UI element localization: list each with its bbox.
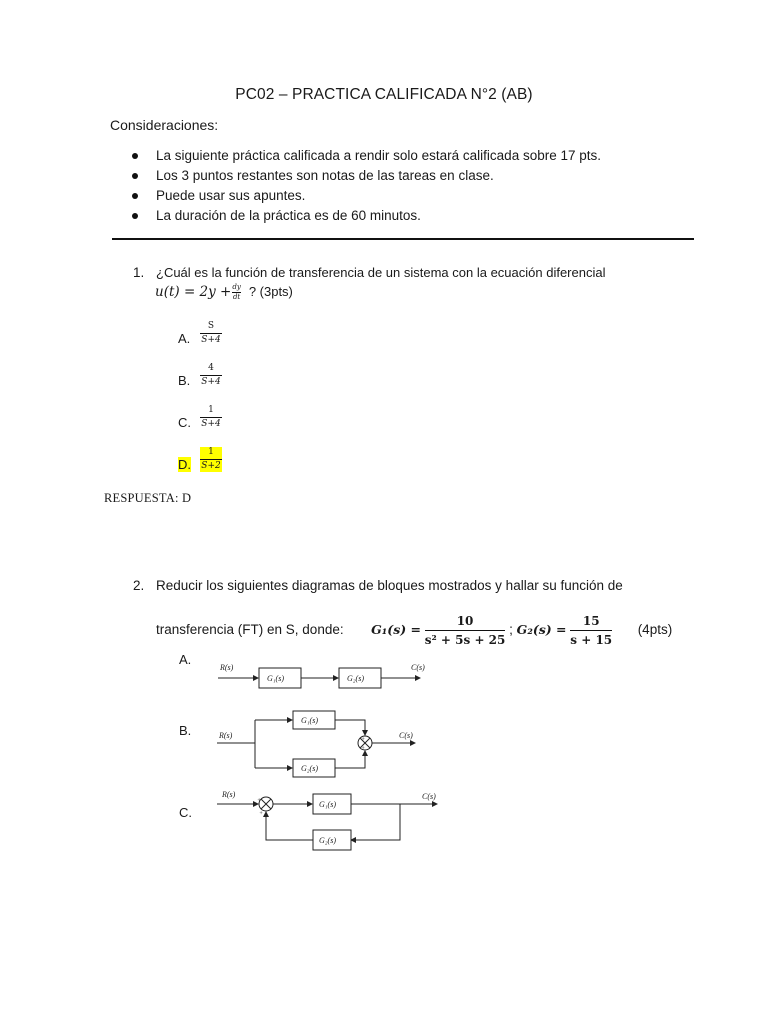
- input-label: R(s): [219, 731, 233, 740]
- block-g1-label: G₁(s): [267, 674, 284, 683]
- fraction-bar: [200, 333, 222, 334]
- derivative-fraction: [232, 283, 240, 302]
- fraction-denominator: S+4: [201, 377, 221, 387]
- option-fraction: [200, 363, 222, 388]
- input-label: R(s): [222, 790, 236, 799]
- output-label: C(s): [422, 792, 436, 801]
- block-g2-label: G₂(s): [301, 764, 318, 773]
- bullet-icon: [132, 173, 138, 179]
- g2-fraction: [570, 614, 612, 647]
- block-diagram-c: [215, 788, 445, 854]
- q2-text-line2: [156, 614, 672, 647]
- q2-text-line1: Reducir los siguientes diagramas de bloques mostrados y hallar su función de: [156, 578, 623, 593]
- option-label: D.: [178, 457, 191, 472]
- fraction-numerator: 15: [582, 614, 600, 628]
- diagram-b-label: B.: [179, 723, 192, 738]
- block-diagram-a: [215, 660, 440, 696]
- fraction-bar: [200, 417, 222, 418]
- q2-number: 2.: [133, 578, 145, 593]
- block-diagram-b: [215, 708, 425, 780]
- fraction-numerator: 1: [208, 447, 214, 457]
- q1-equation: [155, 283, 293, 302]
- q1-answer: RESPUESTA: D: [104, 491, 192, 505]
- fraction-bar: [425, 630, 506, 631]
- option-label: C.: [178, 415, 191, 430]
- feedback-line: [266, 812, 313, 840]
- q1-number: 1.: [133, 265, 145, 280]
- fraction-denominator: s + 15: [570, 633, 613, 647]
- fraction-denominator: s² + 5s + 25: [424, 633, 506, 647]
- considerations-heading: Consideraciones:: [110, 117, 219, 133]
- fraction-bar: [200, 375, 222, 376]
- diagram-c-label: C.: [179, 805, 192, 820]
- page-title: PC02 – PRACTICA CALIFICADA N°2 (AB): [235, 86, 533, 103]
- feedback-line: [351, 804, 400, 840]
- list-item: La siguiente práctica calificada a rendir solo estará calificada sobre 17 pts.: [130, 146, 601, 166]
- q2-text-line2-label: transferencia (FT) en S, donde:: [156, 622, 344, 638]
- g1-name: G₁(s) =: [371, 622, 421, 638]
- fraction-numerator: S: [207, 321, 215, 331]
- considerations-list: [130, 146, 601, 226]
- option-fraction: [200, 405, 222, 430]
- fraction-numerator: 4: [208, 363, 214, 373]
- block-g2-label: G₂(s): [347, 674, 364, 683]
- option-fraction: [200, 321, 222, 346]
- q2-points: (4pts): [637, 622, 673, 638]
- block-g2-label: G₂(s): [319, 836, 336, 845]
- signal-line: [335, 720, 365, 735]
- sign-in: +: [257, 798, 262, 804]
- block-g1-label: G₁(s): [301, 716, 318, 725]
- separator: ;: [509, 622, 513, 638]
- sign-bottom: +: [361, 746, 366, 752]
- bullet-icon: [132, 153, 138, 159]
- q1-text: ¿Cuál es la función de transferencia de un sistema con la ecuación diferencial: [156, 265, 606, 280]
- fraction-bar: [570, 630, 612, 631]
- sign-feedback: +: [259, 811, 264, 817]
- sign-top: +: [361, 737, 366, 743]
- fraction-bar: [200, 459, 222, 460]
- option-fraction: [200, 447, 222, 472]
- bullet-icon: [132, 193, 138, 199]
- g1-fraction: [425, 614, 506, 647]
- list-item: Los 3 puntos restantes son notas de las tareas en clase.: [130, 166, 601, 186]
- signal-line: [335, 751, 365, 768]
- option-label: B.: [178, 373, 191, 388]
- output-label: C(s): [399, 731, 413, 740]
- derivative-numerator: dy: [232, 283, 241, 291]
- section-divider: [112, 238, 694, 240]
- q1-points: ? (3pts): [248, 284, 293, 300]
- equation-lhs: u(t) = 2y +: [155, 284, 232, 301]
- fraction-denominator: S+4: [201, 419, 221, 429]
- block-g1-label: G₁(s): [319, 800, 336, 809]
- list-item: Puede usar sus apuntes.: [130, 186, 601, 206]
- option-label: A.: [178, 331, 191, 346]
- fraction-denominator: S+4: [201, 335, 221, 345]
- g2-name: G₂(s) =: [516, 622, 567, 638]
- bullet-icon: [132, 213, 138, 219]
- fraction-numerator: 10: [456, 614, 474, 628]
- derivative-denominator: dt: [232, 293, 241, 301]
- list-item: La duración de la práctica es de 60 minutos.: [130, 206, 601, 226]
- fraction-numerator: 1: [208, 405, 214, 415]
- diagram-a-label: A.: [179, 652, 192, 667]
- output-label: C(s): [411, 663, 425, 672]
- input-label: R(s): [220, 663, 234, 672]
- fraction-denominator: S+2: [201, 461, 221, 471]
